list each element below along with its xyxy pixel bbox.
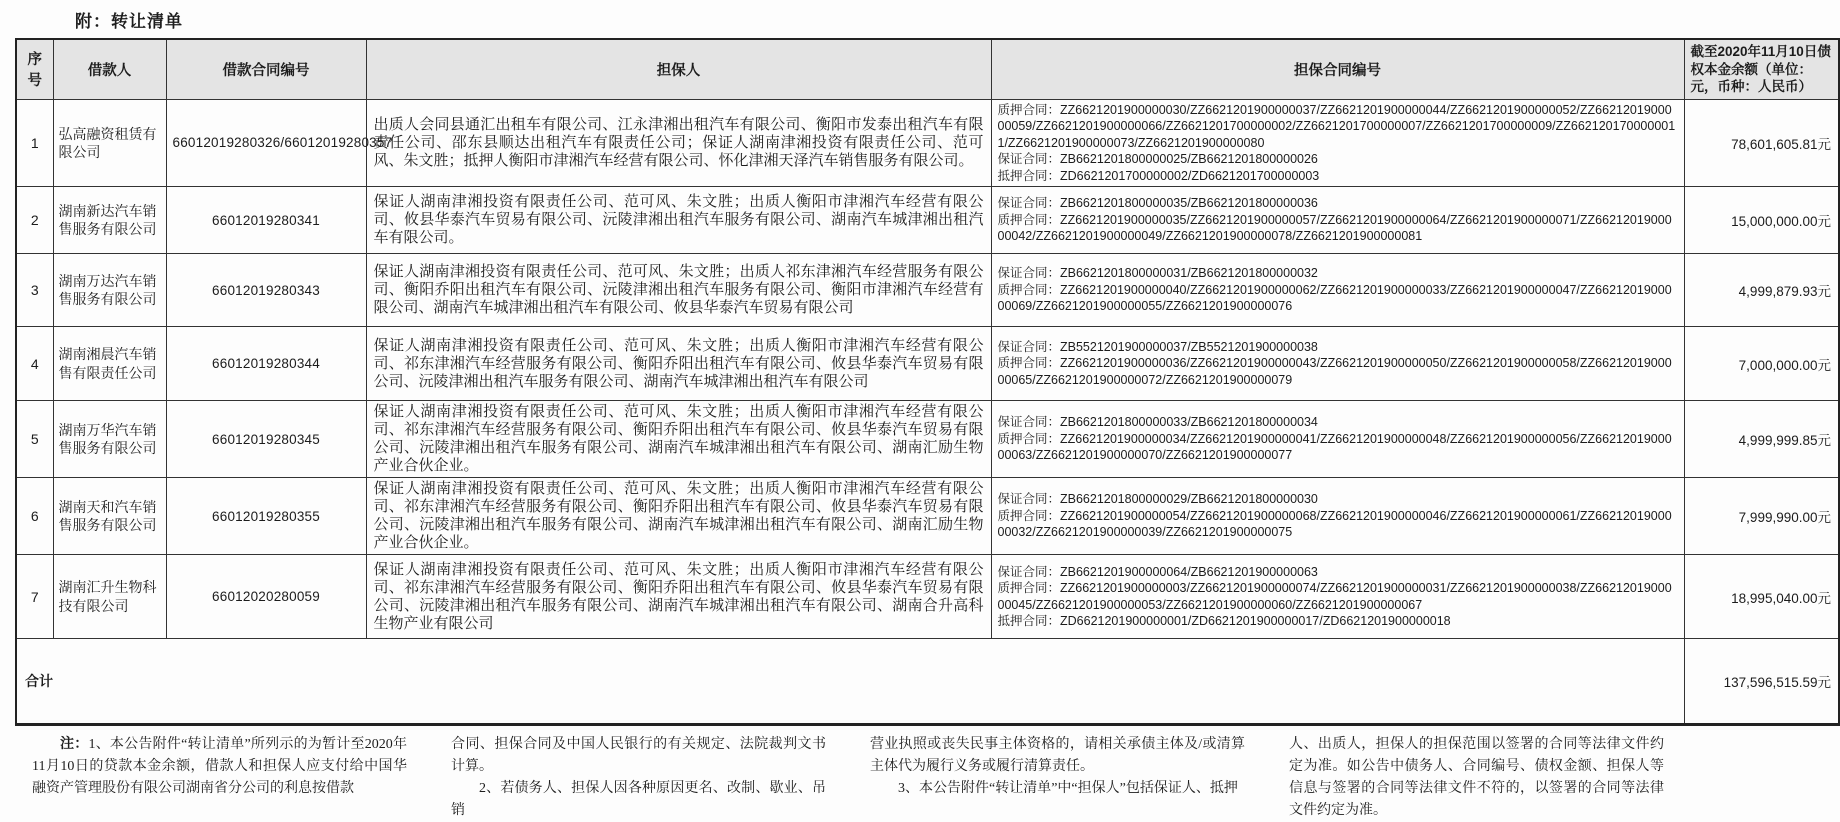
guarantor-cell: 保证人湖南津湘投资有限责任公司、范可风、朱文胜；出质人衡阳市津湘汽车经营有限公司、祁东津湘汽车经营服务有限公司、衡阳乔阳出租汽车有限公司、攸县华泰汽车贸易有限公司、沅陵津湘出租汽车服务有限公司、湖南汽车城津湘出租汽车有限公司、湖南汇励生物产业合伙企业。 <box>366 478 991 555</box>
table-row <box>16 327 1839 401</box>
table-row <box>16 254 1839 327</box>
contract-line: 质押合同：ZZ6621201900000040/ZZ6621201900000062/ZZ6621201900000033/ZZ6621201900000047/ZZ6621201900000069/ZZ6621201900000055/ZZ6621201900000076 <box>997 282 1672 314</box>
guarantor-cell: 保证人湖南津湘投资有限责任公司、范可风、朱文胜；出质人衡阳市津湘汽车经营有限公司、祁东津湘汽车经营服务有限公司、衡阳乔阳出租汽车有限公司、攸县华泰汽车贸易有限公司、沅陵津湘出租汽车服务有限公司、湖南汽车城津湘出租汽车有限公司、湖南合升高科生物产业有限公司 <box>366 555 991 639</box>
guarantor-cell: 保证人湖南津湘投资有限责任公司、范可风、朱文胜；出质人衡阳市津湘汽车经营有限公司、攸县华泰汽车贸易有限公司、沅陵津湘出租汽车服务有限公司、湖南汽车城津湘出租汽车有限公司。 <box>366 187 991 254</box>
note-column <box>1289 734 1664 822</box>
note-paragraph: 合同、担保合同及中国人民银行的有关规定、法院裁判文书计算。 <box>451 737 826 775</box>
header-borrower: 借款人 <box>53 39 166 99</box>
contract-line: 抵押合同：ZD6621201700000002/ZD6621201700000003 <box>997 168 1320 183</box>
guarantee-contracts-cell <box>991 478 1684 555</box>
seq-cell: 4 <box>16 327 53 401</box>
contract-line: 质押合同：ZZ6621201900000035/ZZ6621201900000057/ZZ6621201900000064/ZZ6621201900000071/ZZ6621201900000042/ZZ6621201900000049/ZZ6621201900000078/ZZ6621201900000081 <box>997 212 1672 244</box>
loan-no-cell: 66012019280326/66012019280357 <box>166 99 366 187</box>
total-row <box>16 639 1839 725</box>
guarantee-contracts-cell <box>991 401 1684 478</box>
contract-line: 保证合同：ZB5521201900000037/ZB5521201900000038 <box>997 339 1318 354</box>
note-paragraph: 注：1、本公告附件“转让清单”所列示的为暂计至2020年11月10日的贷款本金余额，借款人和担保人应支付给中国华融资产管理股份有限公司湖南省分公司的利息按借款 <box>32 737 407 797</box>
table-row <box>16 99 1839 187</box>
note-paragraph: 营业执照或丧失民事主体资格的，请相关承债主体及/或清算主体代为履行义务或履行清算责任。 <box>870 737 1245 775</box>
notes-section <box>32 734 1702 822</box>
table-header <box>16 39 1839 99</box>
note-column <box>870 734 1245 822</box>
table-row <box>16 478 1839 555</box>
guarantee-contracts-cell <box>991 327 1684 401</box>
table-row <box>16 187 1839 254</box>
contract-line: 保证合同：ZB6621201800000025/ZB6621201800000026 <box>997 152 1318 167</box>
borrower-cell: 弘高融资租赁有限公司 <box>53 99 166 187</box>
transfer-table <box>15 38 1840 726</box>
contract-line: 质押合同：ZZ6621201900000030/ZZ6621201900000037/ZZ6621201900000044/ZZ6621201900000052/ZZ6621201900000059/ZZ6621201900000066/ZZ6621201700000002/ZZ6621201700000007/ZZ6621201700000009/ZZ6621201700000011/ZZ6621201900000073/ZZ6621201900000080 <box>997 102 1676 150</box>
amount-cell: 4,999,999.85元 <box>1684 401 1839 478</box>
borrower-cell: 湖南万华汽车销售服务有限公司 <box>53 401 166 478</box>
loan-no-cell: 66012019280344 <box>166 327 366 401</box>
page-title: 附：转让清单 <box>75 12 183 31</box>
borrower-cell: 湖南湘晨汽车销售有限责任公司 <box>53 327 166 401</box>
contract-line: 保证合同：ZB6621201900000064/ZB6621201900000063 <box>997 564 1318 579</box>
guarantee-contracts-cell <box>991 254 1684 327</box>
loan-no-cell: 66012019280345 <box>166 401 366 478</box>
contract-line: 质押合同：ZZ6621201900000054/ZZ6621201900000068/ZZ6621201900000046/ZZ6621201900000061/ZZ6621201900000032/ZZ6621201900000039/ZZ6621201900000075 <box>997 508 1672 540</box>
table-row <box>16 401 1839 478</box>
note-paragraph: 3、本公告附件“转让清单”中“担保人”包括保证人、抵押 <box>898 781 1238 797</box>
amount-cell: 15,000,000.00元 <box>1684 187 1839 254</box>
borrower-cell: 湖南汇升生物科技有限公司 <box>53 555 166 639</box>
loan-no-cell: 66012019280341 <box>166 187 366 254</box>
note-paragraph: 2、若债务人、担保人因各种原因更名、改制、歇业、吊销 <box>451 781 826 819</box>
note-column <box>451 734 826 822</box>
table-footer <box>16 639 1839 725</box>
guarantor-cell: 出质人会同县通汇出租车有限公司、江永津湘出租汽车有限公司、衡阳市发泰出租汽车有限责任公司、邵东县顺达出租汽车有限责任公司；保证人湖南津湘投资有限责任公司、范可风、朱文胜；抵押人衡阳市津湘汽车经营有限公司、怀化津湘天泽汽车销售服务有限公司。 <box>366 99 991 187</box>
header-loan-no: 借款合同编号 <box>166 39 366 99</box>
amount-cell: 4,999,879.93元 <box>1684 254 1839 327</box>
loan-no-cell: 66012020280059 <box>166 555 366 639</box>
guarantor-cell: 保证人湖南津湘投资有限责任公司、范可风、朱文胜；出质人衡阳市津湘汽车经营有限公司、祁东津湘汽车经营服务有限公司、衡阳乔阳出租汽车有限公司、攸县华泰汽车贸易有限公司、沅陵津湘出租汽车服务有限公司、湖南汽车城津湘出租汽车有限公司 <box>366 327 991 401</box>
borrower-cell: 湖南天和汽车销售服务有限公司 <box>53 478 166 555</box>
loan-no-cell: 66012019280343 <box>166 254 366 327</box>
total-amount: 137,596,515.59元 <box>1684 639 1839 725</box>
seq-cell: 5 <box>16 401 53 478</box>
contract-line: 保证合同：ZB6621201800000033/ZB6621201800000034 <box>997 415 1318 430</box>
contract-line: 质押合同：ZZ6621201900000034/ZZ6621201900000041/ZZ6621201900000048/ZZ6621201900000056/ZZ6621201900000063/ZZ6621201900000070/ZZ6621201900000077 <box>997 431 1672 463</box>
contract-line: 保证合同：ZB6621201800000029/ZB6621201800000030 <box>997 492 1318 507</box>
seq-cell: 3 <box>16 254 53 327</box>
loan-no-cell: 66012019280355 <box>166 478 366 555</box>
contract-line: 抵押合同：ZD6621201900000001/ZD6621201900000017/ZD6621201900000018 <box>997 614 1451 629</box>
header-seq: 序号 <box>16 39 53 99</box>
guarantee-contracts-cell <box>991 555 1684 639</box>
borrower-cell: 湖南新达汽车销售服务有限公司 <box>53 187 166 254</box>
table-row <box>16 555 1839 639</box>
contract-line: 保证合同：ZB6621201800000031/ZB6621201800000032 <box>997 266 1318 281</box>
table-body <box>16 99 1839 639</box>
seq-cell: 1 <box>16 99 53 187</box>
contract-line: 保证合同：ZB6621201800000035/ZB6621201800000036 <box>997 196 1318 211</box>
header-guarantor: 担保人 <box>366 39 991 99</box>
amount-cell: 18,995,040.00元 <box>1684 555 1839 639</box>
seq-cell: 2 <box>16 187 53 254</box>
total-label: 合计 <box>16 639 1684 725</box>
borrower-cell: 湖南万达汽车销售服务有限公司 <box>53 254 166 327</box>
note-paragraph: 人、出质人，担保人的担保范围以签署的合同等法律文件约定为准。如公告中债务人、合同编号、债权金额、担保人等信息与签署的合同等法律文件不符的，以签署的合同等法律文件约定为准。 <box>1289 737 1664 819</box>
amount-cell: 7,999,990.00元 <box>1684 478 1839 555</box>
guarantee-contracts-cell <box>991 99 1684 187</box>
guarantor-cell: 保证人湖南津湘投资有限责任公司、范可风、朱文胜；出质人衡阳市津湘汽车经营有限公司、祁东津湘汽车经营服务有限公司、衡阳乔阳出租汽车有限公司、攸县华泰汽车贸易有限公司、沅陵津湘出租汽车服务有限公司、湖南汽车城津湘出租汽车有限公司、湖南汇励生物产业合伙企业。 <box>366 401 991 478</box>
seq-cell: 7 <box>16 555 53 639</box>
contract-line: 质押合同：ZZ6621201900000036/ZZ6621201900000043/ZZ6621201900000050/ZZ6621201900000058/ZZ6621201900000065/ZZ6621201900000072/ZZ6621201900000079 <box>997 356 1672 387</box>
contract-line: 质押合同：ZZ6621201900000003/ZZ6621201900000074/ZZ6621201900000031/ZZ6621201900000038/ZZ6621201900000045/ZZ6621201900000053/ZZ6621201900000060/ZZ6621201900000067 <box>997 581 1672 612</box>
announcement-page <box>0 7 1840 822</box>
guarantee-contracts-cell <box>991 187 1684 254</box>
amount-cell: 78,601,605.81元 <box>1684 99 1839 187</box>
header-contracts: 担保合同编号 <box>991 39 1684 99</box>
seq-cell: 6 <box>16 478 53 555</box>
note-column <box>32 734 407 822</box>
amount-cell: 7,000,000.00元 <box>1684 327 1839 401</box>
header-amount: 截至2020年11月10日债权本金余额（单位：元，币种：人民币） <box>1684 39 1839 99</box>
guarantor-cell: 保证人湖南津湘投资有限责任公司、范可风、朱文胜；出质人祁东津湘汽车经营服务有限公司、衡阳乔阳出租汽车有限公司、沅陵津湘出租汽车服务有限公司、衡阳市津湘汽车经营有限公司、湖南汽车城津湘出租汽车有限公司、攸县华泰汽车贸易有限公司 <box>366 254 991 327</box>
